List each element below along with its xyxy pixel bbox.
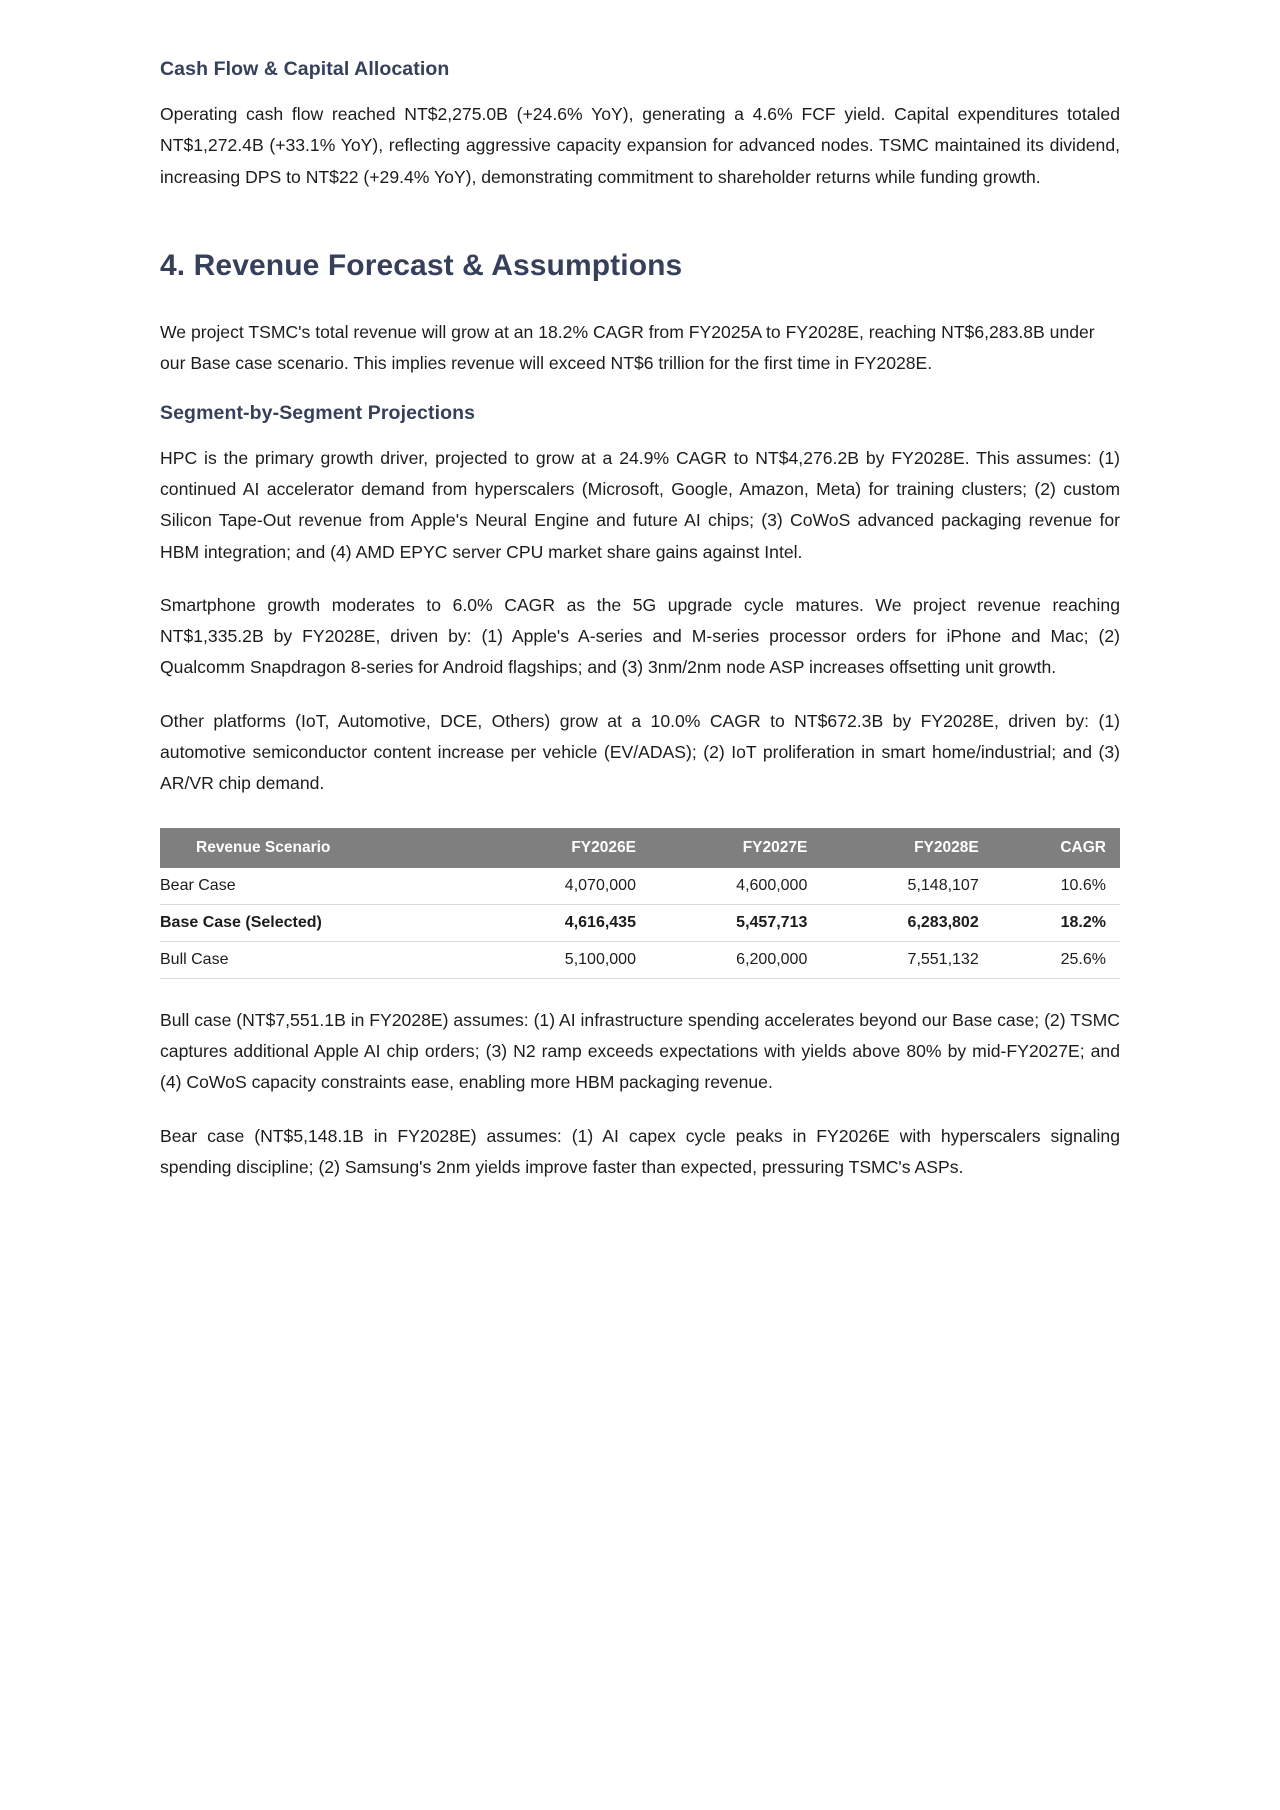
other-platforms-paragraph: Other platforms (IoT, Automotive, DCE, Others) grow at a 10.0% CAGR to NT$672.3B by FY2028E, driven by: (1) automotive semiconductor content increase per vehicle (EV/ADAS); (2) IoT proliferation in smart home/industrial; and (3) AR/VR chip demand. bbox=[160, 710, 1120, 794]
cell-fy2026e: 4,070,000 bbox=[479, 868, 650, 905]
column-header-fy2026e: FY2026E bbox=[479, 828, 650, 868]
segment-projections-heading: Segment-by-Segment Projections bbox=[160, 401, 476, 424]
hpc-paragraph: HPC is the primary growth driver, projected to grow at a 24.9% CAGR to NT$4,276.2B by FY2028E. This assumes: (1) continued AI accelerator demand from hyperscalers (Microsoft, Google, Amazon, Meta) for training clusters; (2) custom Silicon Tape-Out revenue from Apple's Neural Engine and future AI chips; (3) CoWoS advanced packaging revenue for HBM integration; and (4) AMD EPYC server CPU market share gains against Intel. bbox=[160, 447, 1120, 562]
cell-scenario-label: Base Case (Selected) bbox=[160, 904, 479, 941]
smartphone-paragraph: Smartphone growth moderates to 6.0% CAGR as the 5G upgrade cycle matures. We project revenue reaching NT$1,335.2B by FY2028E, driven by: (1) Apple's A-series and M-series processor orders for iPhone and Mac; (2) Qualcomm Snapdragon 8-series for Android flagships; and (3) 3nm/2nm node ASP increases offsetting unit growth. bbox=[160, 594, 1120, 678]
table-row bbox=[160, 941, 1120, 978]
table-row bbox=[160, 904, 1120, 941]
cell-cagr: 25.6% bbox=[993, 941, 1120, 978]
revenue-forecast-intro: We project TSMC's total revenue will grow at an 18.2% CAGR from FY2025A to FY2028E, reaching NT$6,283.8B under our Base case scenario. This implies revenue will exceed NT$6 trillion for the first time in FY2028E. bbox=[160, 321, 1095, 374]
cash-flow-heading: Cash Flow & Capital Allocation bbox=[160, 58, 450, 80]
bull-case-paragraph: Bull case (NT$7,551.1B in FY2028E) assumes: (1) AI infrastructure spending accelerates beyond our Base case; (2) TSMC captures additional Apple AI chip orders; (3) N2 ramp exceeds expectations with yields above 80% by mid-FY2027E; and (4) CoWoS capacity constraints ease, enabling more HBM packaging revenue. bbox=[160, 1009, 1120, 1093]
cell-fy2028e: 6,283,802 bbox=[821, 904, 992, 941]
column-header-scenario: Revenue Scenario bbox=[160, 828, 479, 868]
section-4-heading: 4. Revenue Forecast & Assumptions bbox=[160, 248, 683, 282]
table-row bbox=[160, 868, 1120, 905]
bear-case-paragraph: Bear case (NT$5,148.1B in FY2028E) assumes: (1) AI capex cycle peaks in FY2026E with hyperscalers signaling spending discipline; (2) Samsung's 2nm yields improve faster than expected, pressuring TSMC's ASPs. bbox=[160, 1125, 1120, 1177]
cell-fy2027e: 6,200,000 bbox=[650, 941, 821, 978]
cell-fy2026e: 4,616,435 bbox=[479, 904, 650, 941]
cash-flow-paragraph: Operating cash flow reached NT$2,275.0B (+24.6% YoY), generating a 4.6% FCF yield. Capital expenditures totaled NT$1,272.4B (+33.1% YoY), reflecting aggressive capacity expansion for advanced nodes. TSMC maintained its dividend, increasing DPS to NT$22 (+29.4% YoY), demonstrating commitment to shareholder returns while funding growth. bbox=[160, 104, 1120, 187]
cell-fy2027e: 5,457,713 bbox=[650, 904, 821, 941]
cell-fy2028e: 5,148,107 bbox=[821, 868, 992, 905]
revenue-scenario-table bbox=[160, 828, 1120, 979]
column-header-fy2028e: FY2028E bbox=[821, 828, 992, 868]
column-header-cagr: CAGR bbox=[993, 828, 1120, 868]
cell-cagr: 10.6% bbox=[993, 868, 1120, 905]
table-head bbox=[160, 828, 1120, 868]
table-header-row bbox=[160, 828, 1120, 868]
cell-fy2026e: 5,100,000 bbox=[479, 941, 650, 978]
page-content bbox=[160, 58, 1120, 1183]
cell-scenario-label: Bull Case bbox=[160, 941, 479, 978]
cell-cagr: 18.2% bbox=[993, 904, 1120, 941]
table-body bbox=[160, 868, 1120, 979]
column-header-fy2027e: FY2027E bbox=[650, 828, 821, 868]
cell-scenario-label: Bear Case bbox=[160, 868, 479, 905]
cell-fy2028e: 7,551,132 bbox=[821, 941, 992, 978]
cell-fy2027e: 4,600,000 bbox=[650, 868, 821, 905]
